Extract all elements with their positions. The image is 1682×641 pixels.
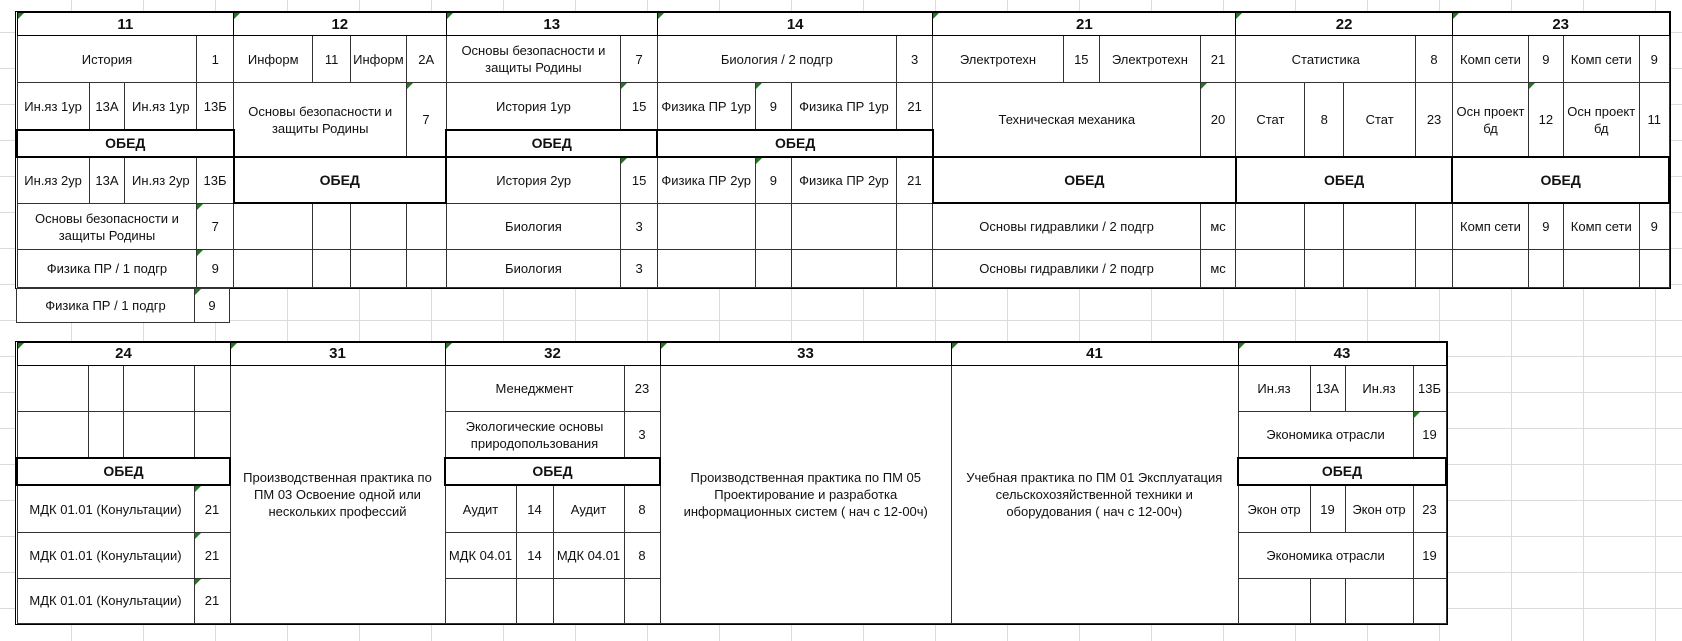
g41-practice[interactable]: Учебная практика по ПМ 01 Эксплуатация сельскохозяйственной техники и оборудования ( нач с 12-00ч) [951, 365, 1238, 623]
g22-r4-empty[interactable] [1236, 203, 1305, 249]
g21-r1-a-subject[interactable]: Электротехн [933, 36, 1063, 83]
g12-r1-a-room[interactable]: 11 [313, 36, 351, 83]
g11-r4-subject[interactable]: Основы безопасности и защиты Родины [17, 203, 197, 249]
g14-r4-empty[interactable] [755, 203, 792, 249]
g12-r1-b-room[interactable]: 2А [406, 36, 446, 83]
g11-r3-a-room[interactable]: 13А [89, 157, 125, 203]
g14-r1-subject[interactable]: Биология / 2 подгр [657, 36, 896, 83]
g22-r5-empty[interactable] [1305, 250, 1344, 288]
g13-r3-subject[interactable]: История 2ур [446, 157, 621, 203]
g32-r1-subject[interactable]: Менеджмент [445, 365, 624, 411]
schedule-bottom [16, 342, 1447, 624]
g43-r1-b-subject[interactable]: Ин.яз [1345, 365, 1413, 411]
g22-r1-subject[interactable]: Статистика [1236, 36, 1416, 83]
g11-r3-b-subject[interactable]: Ин.яз 2ур [125, 157, 197, 203]
g32-r2-subject[interactable]: Экологические основы природопользования [445, 412, 624, 458]
g43-r3-a-subject[interactable]: Экон отр [1238, 485, 1310, 533]
group-header-43: 43 [1238, 343, 1446, 366]
g14-r3-b-subject[interactable]: Физика ПР 2ур [792, 157, 897, 203]
g13-lunch: ОБЕД [446, 130, 657, 157]
g22-r2-b-room[interactable]: 23 [1416, 83, 1453, 158]
g23-r4-a-subject[interactable]: Комп сети [1452, 203, 1528, 249]
g14-r3-a-subject[interactable]: Физика ПР 2ур [657, 157, 755, 203]
g11-r3-a-subject[interactable]: Ин.яз 2ур [17, 157, 89, 203]
g23-r2-a-subject[interactable]: Осн проект бд [1452, 83, 1528, 158]
g11-r3-b-room[interactable]: 13Б [197, 157, 234, 203]
g24-r3-room[interactable]: 21 [194, 485, 230, 533]
g21-r5-room[interactable]: мс [1200, 250, 1236, 288]
g22-r2-a-room[interactable]: 8 [1305, 83, 1344, 158]
g11-r1-subject[interactable]: История [17, 36, 197, 83]
g11-lunch: ОБЕД [17, 130, 234, 157]
g22-r4-empty[interactable] [1305, 203, 1344, 249]
g14-r5-empty[interactable] [792, 250, 897, 288]
group-header-31: 31 [230, 343, 445, 366]
g21-r1-a-room[interactable]: 15 [1063, 36, 1100, 83]
g43-r1-a-room[interactable]: 13А [1310, 365, 1345, 411]
g23-r5-empty[interactable] [1452, 250, 1528, 288]
g43-r5-empty[interactable] [1238, 578, 1310, 623]
g32-r5-empty[interactable] [624, 578, 660, 623]
g31-practice[interactable]: Производственная практика по ПМ 03 Освоение одной или нескольких профессий [230, 365, 445, 623]
g24-r5-subject[interactable]: МДК 01.01 (Конультации) [17, 578, 194, 623]
g12-r5-empty[interactable] [313, 250, 351, 288]
g12-r4-empty[interactable] [350, 203, 406, 249]
g32-r1-room[interactable]: 23 [624, 365, 660, 411]
g12-r1-a-subject[interactable]: Информ [234, 36, 313, 83]
g11-r4-room[interactable]: 7 [197, 203, 234, 249]
g14-r2-b-subject[interactable]: Физика ПР 1ур [792, 83, 897, 130]
g12-r5-empty[interactable] [234, 250, 313, 288]
g14-r2-b-room[interactable]: 21 [896, 83, 933, 130]
g13-r1-subject[interactable]: Основы безопасности и защиты Родины [446, 36, 621, 83]
g14-r2-a-room[interactable]: 9 [755, 83, 792, 130]
g13-r4-room[interactable]: 3 [621, 203, 658, 249]
g21-r4-room[interactable]: мс [1200, 203, 1236, 249]
g24-r2-empty[interactable] [194, 412, 230, 458]
g43-r4-room[interactable]: 19 [1413, 533, 1446, 578]
g22-lunch: ОБЕД [1236, 157, 1453, 203]
g21-r5-subject[interactable]: Основы гидравлики / 2 подгр [933, 250, 1200, 288]
g24-r1-empty[interactable] [194, 365, 230, 411]
g23-r2-b-room[interactable]: 11 [1639, 83, 1669, 158]
g14-r4-empty[interactable] [792, 203, 897, 249]
group-header-12: 12 [234, 13, 446, 36]
g13-r2-room[interactable]: 15 [621, 83, 658, 130]
g24-r1-empty[interactable] [88, 365, 123, 411]
g24-r2-empty[interactable] [17, 412, 88, 458]
group-header-24: 24 [17, 343, 230, 366]
g12-lunch: ОБЕД [234, 157, 446, 203]
g43-r3-b-subject[interactable]: Экон отр [1345, 485, 1413, 533]
g23-r2-b-subject[interactable]: Осн проект бд [1563, 83, 1639, 158]
g11-r2-b-subject[interactable]: Ин.яз 1ур [125, 83, 197, 130]
g32-r5-empty[interactable] [516, 578, 553, 623]
g24-r1-empty[interactable] [123, 365, 194, 411]
g12-r4-empty[interactable] [234, 203, 313, 249]
group-header-11: 11 [17, 13, 234, 36]
g32-r4-b-room[interactable]: 8 [624, 533, 660, 578]
group-header-13: 13 [446, 13, 657, 36]
g43-r5-empty[interactable] [1310, 578, 1345, 623]
g23-r4-b-room[interactable]: 9 [1639, 203, 1669, 249]
g22-r5-empty[interactable] [1416, 250, 1453, 288]
g23-r2-a-room[interactable]: 12 [1529, 83, 1564, 158]
group-header-23: 23 [1452, 13, 1669, 36]
g43-r2-room[interactable]: 19 [1413, 412, 1446, 458]
g24-r2-empty[interactable] [123, 412, 194, 458]
g21-r1-b-subject[interactable]: Электротехн [1100, 36, 1201, 83]
g43-r5-empty[interactable] [1345, 578, 1413, 623]
g23-r5-empty[interactable] [1529, 250, 1564, 288]
g23-r1-a-subject[interactable]: Комп сети [1452, 36, 1528, 83]
g12-r2-room[interactable]: 7 [406, 83, 446, 158]
g12-r4-empty[interactable] [313, 203, 351, 249]
g14-r3-a-room[interactable]: 9 [755, 157, 792, 203]
g21-r4-subject[interactable]: Основы гидравлики / 2 подгр [933, 203, 1200, 249]
g11-r1-room[interactable]: 1 [197, 36, 234, 83]
g23-r4-a-room[interactable]: 9 [1529, 203, 1564, 249]
g24-r5-room[interactable]: 21 [194, 578, 230, 623]
g32-r3-a-subject[interactable]: Аудит [445, 485, 516, 533]
g12-r2-subject[interactable]: Основы безопасности и защиты Родины [234, 83, 407, 158]
g32-r3-a-room[interactable]: 14 [516, 485, 553, 533]
g11-r6-subject[interactable]: Физика ПР / 1 подгр [17, 289, 195, 323]
g33-practice[interactable]: Производственная практика по ПМ 05 Проектирование и разработка информационных систем ( нач с 12-00ч) [660, 365, 951, 623]
g22-r4-empty[interactable] [1344, 203, 1416, 249]
g21-r2-room[interactable]: 20 [1200, 83, 1236, 158]
g14-r2-a-subject[interactable]: Физика ПР 1ур [657, 83, 755, 130]
g43-r3-b-room[interactable]: 23 [1413, 485, 1446, 533]
g43-r1-b-room[interactable]: 13Б [1413, 365, 1446, 411]
schedule-top [16, 12, 1670, 288]
g12-r5-empty[interactable] [350, 250, 406, 288]
g22-r5-empty[interactable] [1344, 250, 1416, 288]
g12-r1-b-subject[interactable]: Информ [350, 36, 406, 83]
g13-r3-room[interactable]: 15 [621, 157, 658, 203]
g23-r5-empty[interactable] [1639, 250, 1669, 288]
group-header-41: 41 [951, 343, 1238, 366]
g24-r2-empty[interactable] [88, 412, 123, 458]
g22-r5-empty[interactable] [1236, 250, 1305, 288]
g13-r5-subject[interactable]: Биология [446, 250, 621, 288]
g14-r1-room[interactable]: 3 [896, 36, 933, 83]
group-header-33: 33 [660, 343, 951, 366]
g22-r4-empty[interactable] [1416, 203, 1453, 249]
g32-r4-a-subject[interactable]: МДК 04.01 [445, 533, 516, 578]
g13-r4-subject[interactable]: Биология [446, 203, 621, 249]
g32-r5-empty[interactable] [553, 578, 624, 623]
g32-r2-room[interactable]: 3 [624, 412, 660, 458]
g32-lunch: ОБЕД [445, 458, 660, 485]
g13-r5-room[interactable]: 3 [621, 250, 658, 288]
g13-r2-subject[interactable]: История 1ур [446, 83, 621, 130]
g12-r5-empty[interactable] [406, 250, 446, 288]
g24-lunch: ОБЕД [17, 458, 230, 485]
g43-r4-subject[interactable]: Экономика отрасли [1238, 533, 1413, 578]
g14-r3-b-room[interactable]: 21 [896, 157, 933, 203]
g22-r1-room[interactable]: 8 [1416, 36, 1453, 83]
g14-r4-empty[interactable] [657, 203, 755, 249]
g43-r3-a-room[interactable]: 19 [1310, 485, 1345, 533]
g11-r6-room[interactable]: 9 [195, 289, 230, 323]
g23-r1-a-room[interactable]: 9 [1529, 36, 1564, 83]
g23-r4-b-subject[interactable]: Комп сети [1563, 203, 1639, 249]
group-header-21: 21 [933, 13, 1236, 36]
g21-lunch: ОБЕД [933, 157, 1236, 203]
g22-r2-a-subject[interactable]: Стат [1236, 83, 1305, 158]
g32-r4-a-room[interactable]: 14 [516, 533, 553, 578]
g32-r3-b-subject[interactable]: Аудит [553, 485, 624, 533]
g14-r5-empty[interactable] [896, 250, 933, 288]
g11-r2-a-subject[interactable]: Ин.яз 1ур [17, 83, 89, 130]
g43-lunch: ОБЕД [1238, 458, 1446, 485]
g23-r5-empty[interactable] [1563, 250, 1639, 288]
g43-r1-a-subject[interactable]: Ин.яз [1238, 365, 1310, 411]
g14-r5-empty[interactable] [755, 250, 792, 288]
g24-r1-empty[interactable] [17, 365, 88, 411]
g23-r1-b-subject[interactable]: Комп сети [1563, 36, 1639, 83]
group-header-32: 32 [445, 343, 660, 366]
g21-r2-subject[interactable]: Техническая механика [933, 83, 1200, 158]
g11-extra-row [16, 288, 230, 323]
g21-r1-b-room[interactable]: 21 [1200, 36, 1236, 83]
g32-r5-empty[interactable] [445, 578, 516, 623]
g23-r1-b-room[interactable]: 9 [1639, 36, 1669, 83]
g32-r4-b-subject[interactable]: МДК 04.01 [553, 533, 624, 578]
g11-r2-a-room[interactable]: 13А [89, 83, 125, 130]
g14-r4-empty[interactable] [896, 203, 933, 249]
g24-r4-room[interactable]: 21 [194, 533, 230, 578]
g14-r5-empty[interactable] [657, 250, 755, 288]
g24-r4-subject[interactable]: МДК 01.01 (Конультации) [17, 533, 194, 578]
g13-r1-room[interactable]: 7 [621, 36, 658, 83]
g43-r2-subject[interactable]: Экономика отрасли [1238, 412, 1413, 458]
g23-lunch: ОБЕД [1452, 157, 1669, 203]
g22-r2-b-subject[interactable]: Стат [1344, 83, 1416, 158]
g32-r3-b-room[interactable]: 8 [624, 485, 660, 533]
g43-r5-empty[interactable] [1413, 578, 1446, 623]
group-header-14: 14 [657, 13, 932, 36]
g11-r5-room[interactable]: 9 [197, 250, 234, 288]
group-header-22: 22 [1236, 13, 1453, 36]
g12-r4-empty[interactable] [406, 203, 446, 249]
g14-lunch: ОБЕД [657, 130, 932, 157]
g11-r5-subject[interactable]: Физика ПР / 1 подгр [17, 250, 197, 288]
g11-r2-b-room[interactable]: 13Б [197, 83, 234, 130]
g24-r3-subject[interactable]: МДК 01.01 (Конультации) [17, 485, 194, 533]
